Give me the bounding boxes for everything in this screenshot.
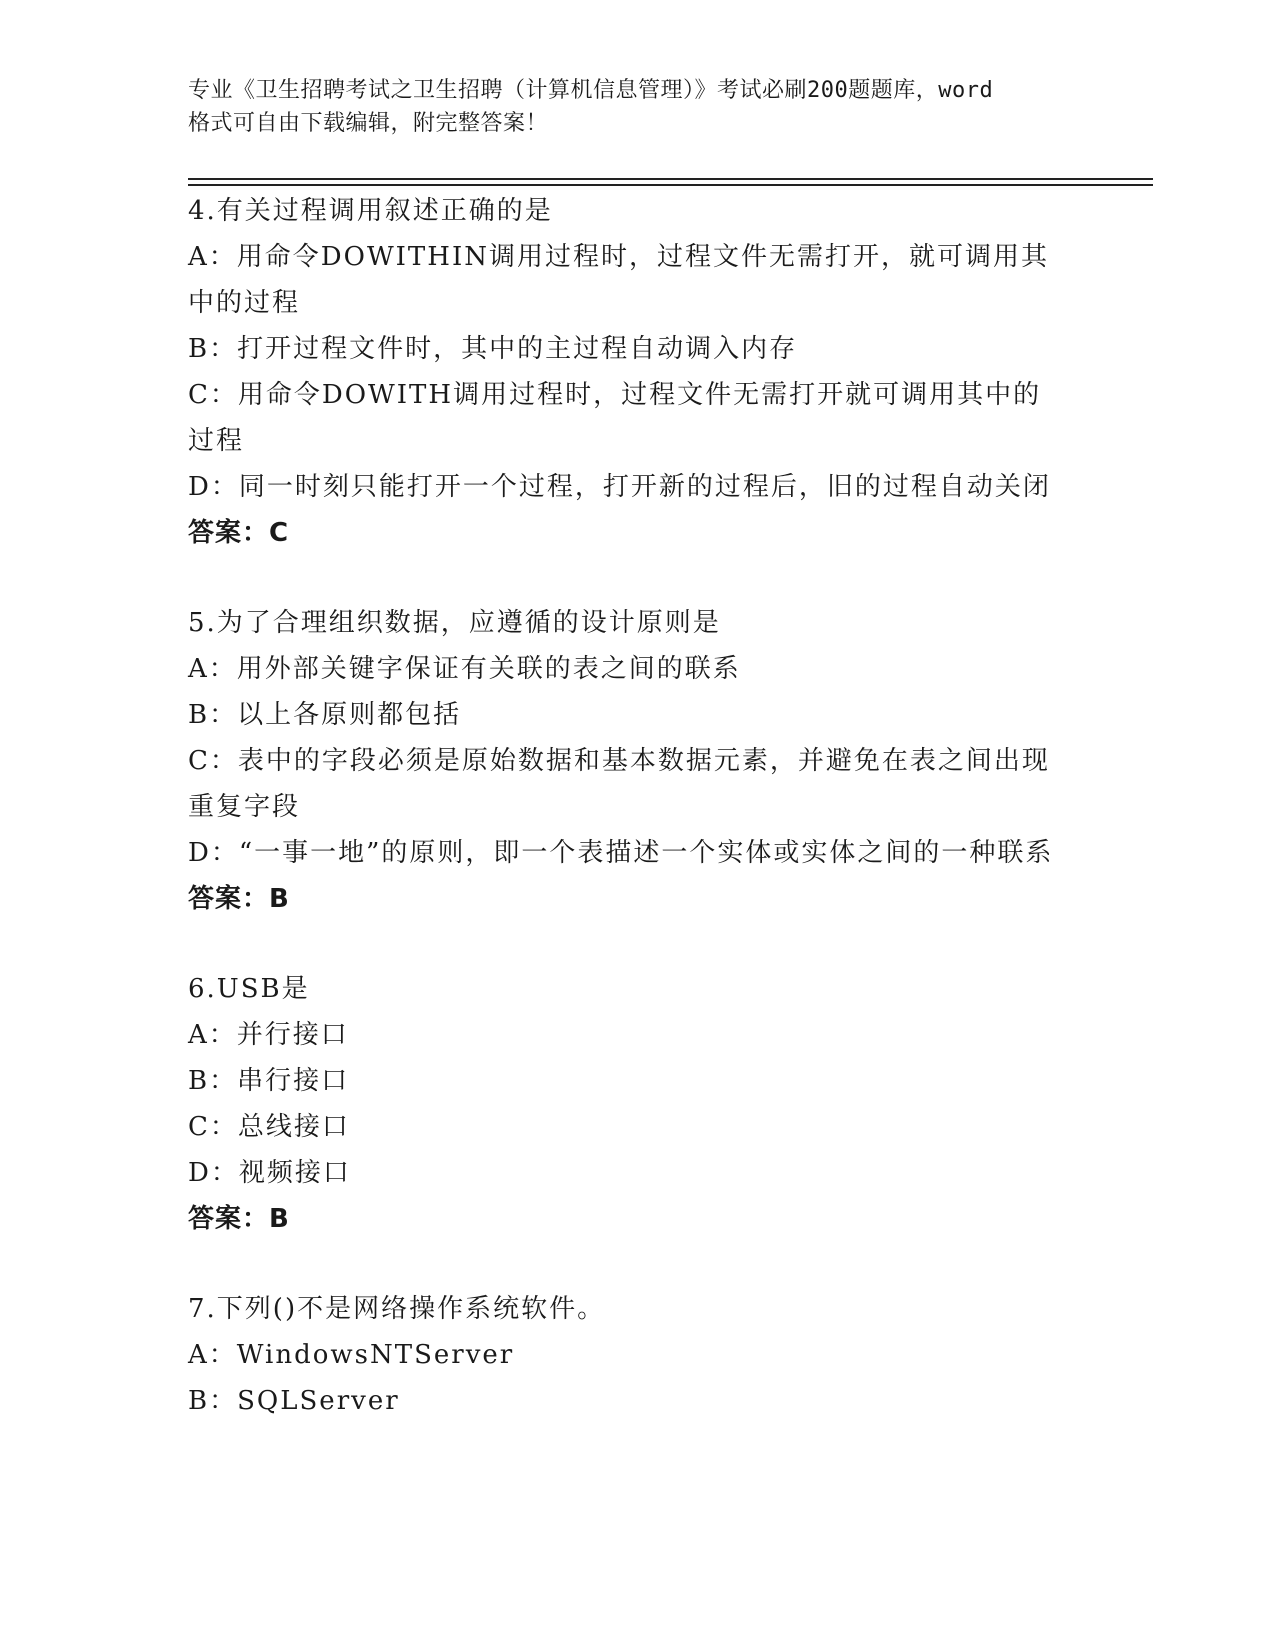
- question-6: [188, 966, 1068, 1242]
- header-line-2: 格式可自由下载编辑，附完整答案！: [188, 111, 549, 136]
- option-b: B：SQLServer: [188, 1386, 400, 1416]
- option-b: B：打开过程文件时，其中的主过程自动调入内存: [188, 334, 798, 364]
- question-list: [188, 188, 1068, 1468]
- option-d: D：视频接口: [188, 1158, 351, 1188]
- header-divider-bottom: [188, 184, 1153, 186]
- answer: 答案：B: [188, 1204, 290, 1234]
- answer: 答案：B: [188, 884, 290, 914]
- option-c: C：总线接口: [188, 1112, 350, 1142]
- header-line-1: 专业《卫生招聘考试之卫生招聘（计算机信息管理）》考试必刷200题题库，word: [188, 78, 994, 103]
- document-header: [188, 74, 1088, 140]
- option-c: C：表中的字段必须是原始数据和基本数据元素，并避免在表之间出现重复字段: [188, 746, 1050, 822]
- question-7: [188, 1286, 1068, 1424]
- option-a: A：用命令DOWITHIN调用过程时，过程文件无需打开，就可调用其中的过程: [188, 242, 1049, 318]
- option-d: D：同一时刻只能打开一个过程，打开新的过程后，旧的过程自动关闭: [188, 472, 1051, 502]
- question-stem: 5.为了合理组织数据，应遵循的设计原则是: [188, 608, 721, 638]
- option-c: C：用命令DOWITH调用过程时，过程文件无需打开就可调用其中的过程: [188, 380, 1042, 456]
- question-4: [188, 188, 1068, 556]
- option-b: B：以上各原则都包括: [188, 700, 462, 730]
- option-d: D：“一事一地”的原则，即一个表描述一个实体或实体之间的一种联系: [188, 838, 1054, 868]
- question-stem: 6.USB是: [188, 974, 310, 1004]
- question-stem: 7.下列()不是网络操作系统软件。: [188, 1294, 606, 1324]
- header-divider-top: [188, 178, 1153, 180]
- option-a: A：用外部关键字保证有关联的表之间的联系: [188, 654, 741, 684]
- option-a: A：WindowsNTServer: [188, 1340, 515, 1370]
- question-5: [188, 600, 1068, 922]
- answer: 答案：C: [188, 518, 290, 548]
- question-stem: 4.有关过程调用叙述正确的是: [188, 196, 553, 226]
- option-b: B：串行接口: [188, 1066, 350, 1096]
- option-a: A：并行接口: [188, 1020, 349, 1050]
